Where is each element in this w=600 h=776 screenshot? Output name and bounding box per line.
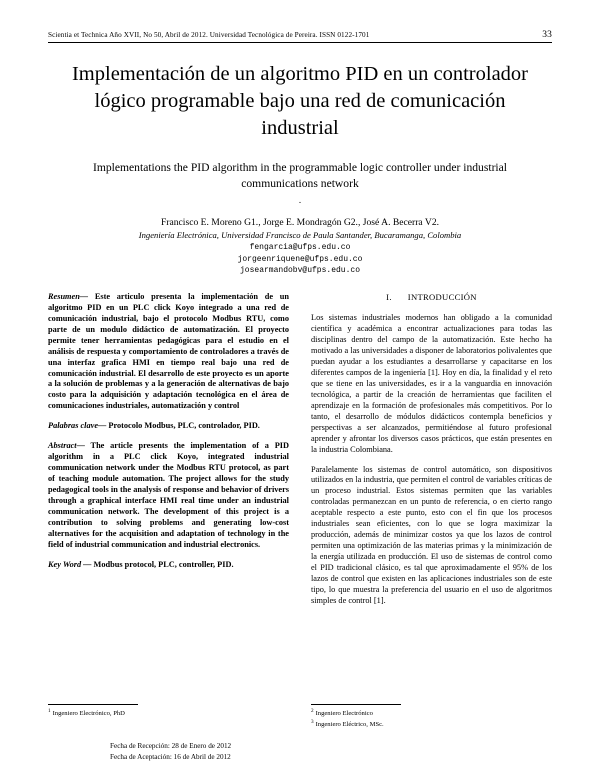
resumen-label: Resumen—	[48, 291, 89, 301]
abstract-paragraph	[48, 441, 289, 550]
footnote-column-left	[48, 704, 289, 730]
keyword-text: Modbus protocol, PLC, controller, PID.	[91, 559, 234, 569]
footnote-text: Ingeniero Eléctrico, MSc.	[315, 721, 384, 729]
section-heading	[311, 292, 552, 303]
footnote-marker: 1	[48, 707, 51, 714]
journal-citation-line: Scientia et Technica Año XVII, No 50, Abril de 2012. Universidad Tecnológica de Pereira. ISSN 0122-1701	[48, 31, 370, 39]
footnote-item	[311, 719, 552, 730]
acceptance-date: Fecha de Aceptación: 16 de Abril de 2012	[110, 752, 231, 761]
intro-paragraph: Los sistemas industriales modernos han obligado a la comunidad científica y académica a encontrar actualizaciones para todas las disciplinas dentro del campo de la automatización. Este hecho ha motivado a las universidades a disponer de laboratorios polivalentes que puedan ayudar a los estudiantes a desarrollarse y capacitarse en los diferentes campos de la ingeniería [1]. Hoy en día, la finalidad y el reto que se tiene en las universidades, es ir a la vanguardia en innovación tecnológica, a partir de la creación de herramientas que faciliten el aprendizaje en la formación de profesionales más competitivos. Por lo tanto, el desarrollo de módulos didácticos contempla beneficios y perspectivas a ser alcanzados, permitiéndose al futuro profesional aprender y afrontar los diversos casos prácticos, que están presentes en la industria Colombiana.	[311, 313, 552, 454]
footnote-marker: 3	[311, 718, 314, 725]
footnote-divider	[311, 704, 401, 705]
footnote-item	[48, 708, 289, 719]
left-column	[48, 292, 289, 722]
abstract-text: The article presents the implementation of a PID algorithm in a PLC click Koyo, integrated industrial communication network under the Modbus RTU protocol, as part of teaching module automation. The project allows for the study pedagogical tools in the analysis of response and behavior of drivers through a graphical interface HMI real time under an industrial communication network. The development of this project is a contribution to solving problems and generating low-cost alternatives for the acquisition and adaptation of technology in the field of industrial communication and industrial electronics.	[48, 441, 289, 549]
footnote-divider	[48, 704, 138, 705]
resumen-paragraph	[48, 292, 289, 412]
author-list: Francisco E. Moreno G1., Jorge E. Mondragón G2., José A. Becerra V2.	[160, 217, 440, 229]
keyword-paragraph	[48, 560, 289, 571]
reception-date: Fecha de Recepción: 28 de Enero de 2012	[110, 742, 232, 751]
page-title: Implementación de un algoritmo PID en un controlador lógico programable bajo una red de comunicación industrial	[71, 63, 528, 140]
email-line: jorgeenriquene@ufps.edu.co	[237, 254, 363, 264]
page-header	[48, 30, 552, 40]
author-emails	[48, 242, 552, 276]
palabras-clave-label: Palabras clave—	[48, 421, 107, 431]
right-column	[311, 292, 552, 722]
keyword-label: Key Word —	[48, 559, 92, 569]
english-subtitle: Implementations the PID algorithm in the programmable logic controller under industrial communications network	[92, 161, 508, 190]
publication-dates	[110, 741, 231, 762]
email-line: josearmandobv@ufps.edu.co	[239, 265, 361, 275]
subtitle-dot: .	[298, 195, 302, 206]
footnote-column-right	[311, 704, 552, 730]
palabras-clave-paragraph	[48, 421, 289, 432]
footnote-text: Ingeniero Electrónico	[315, 710, 373, 718]
resumen-text: Este articulo presenta la implementación de un algoritmo PID en un PLC click Koyo integrado a una red de comunicación industrial, bajo el protocolo Modbus RTU, como parte de un modulo didáctico de automatización. El proyecto permite tener herramientas pedagógicas para el estudio en el análisis de respuesta y comportamiento de controladores a través de una interfaz grafica HMI en tiempo real bajo una red de comunicación industrial. El desarrollo de este proyecto es un aporte a la solución de problemas y a la generación de alternativas de bajo costo para la adquisición y adaptación tecnológica en el área de comunicaciones industriales, automatización y control	[48, 291, 289, 411]
page-number: 33	[542, 30, 552, 40]
body-columns	[48, 292, 552, 722]
palabras-clave-text: Protocolo Modbus, PLC, controlador, PID.	[106, 421, 260, 431]
email-line: fengarcia@ufps.edu.co	[249, 243, 351, 253]
footnote-item	[311, 708, 552, 719]
footnotes	[48, 704, 552, 730]
intro-paragraph: Paralelamente los sistemas de control automático, son dispositivos utilizados en la industria, que permiten el control de variables críticas de un proceso industrial. Estos sistemas permiten que las variables controladas permanezcan en un punto de referencia, o en cierto rango aceptable respecto a este punto, esto con el fin que los procesos industriales sean eficientes, con lo que se logra maximizar la producción, además de minimizar costos ya que los lazos de control permiten una optimización de las materias primas y la minimización de la energía utilizada en producción. El uso de sistemas de control como el PID tradicional clásico, es tal que aproximadamente el 95% de los lazos de control que existen en las aplicaciones industriales son de este tipo, lo que muestra la preferencia del usuario en el uso de algoritmos simples de control [1].	[311, 464, 552, 605]
header-divider	[48, 42, 552, 43]
abstract-label: Abstract—	[48, 441, 85, 451]
section-title: INTRODUCCIÓN	[407, 291, 477, 302]
affiliation-line: Ingeniería Electrónica, Universidad Francisco de Paula Santander, Bucaramanga, Colombia	[138, 230, 462, 241]
footnote-marker: 2	[311, 707, 314, 714]
section-number: I.	[386, 291, 392, 302]
footnote-text: Ingeniero Electrónico, PhD	[52, 710, 125, 718]
